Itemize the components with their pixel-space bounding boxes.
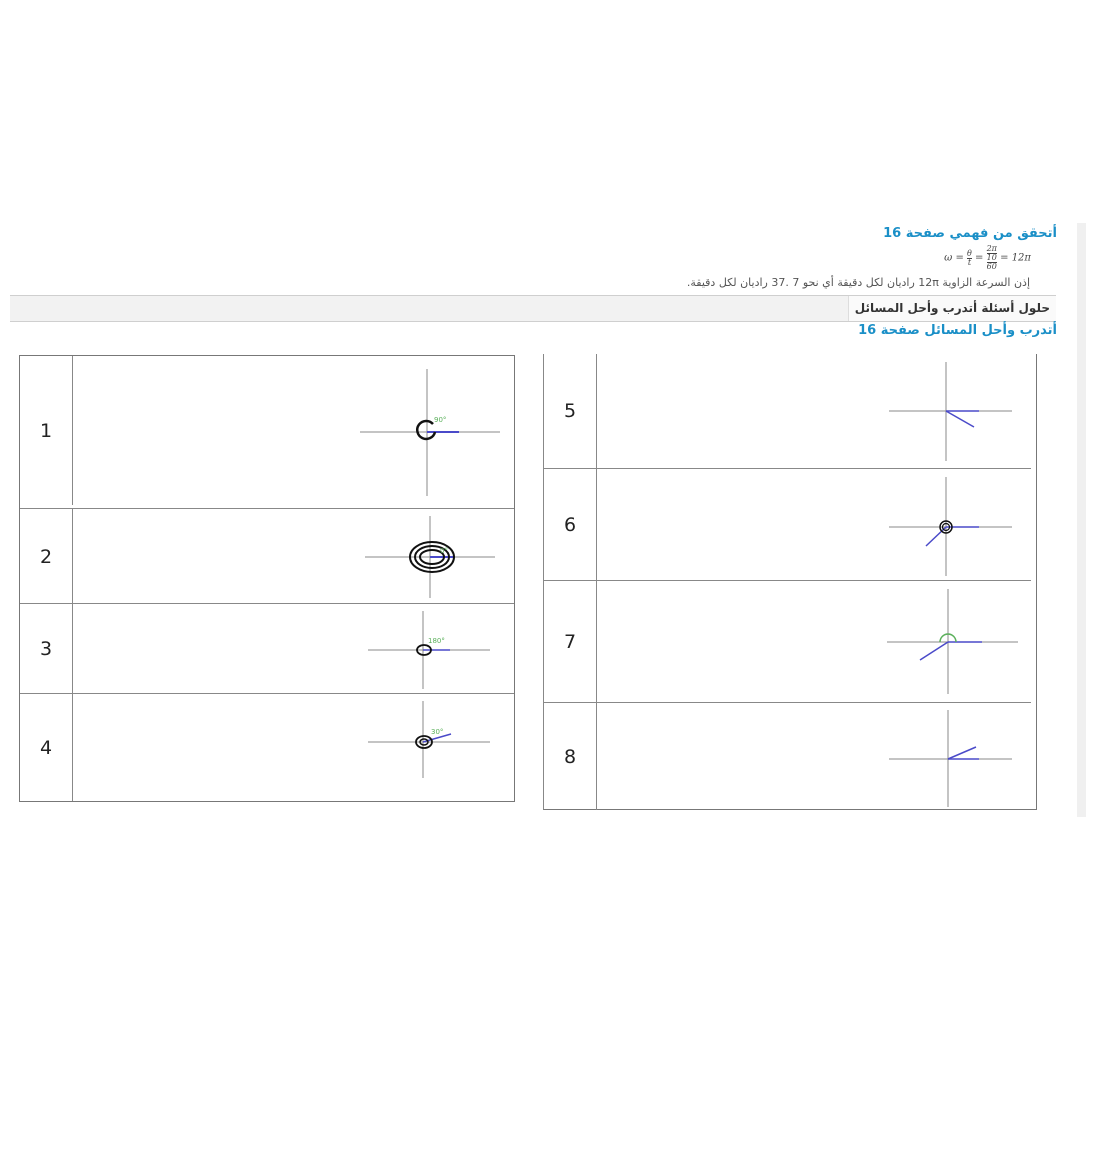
formula-lhs: ω = <box>944 252 968 264</box>
table-row <box>20 693 514 801</box>
angle-diagram-8 <box>884 707 1019 807</box>
row-number: 8 <box>544 703 597 810</box>
angular-speed-sentence: إذن السرعة الزاوية 12π راديان لكل دقيقة أي نحو 7 .37 راديان لكل دقيقة. <box>686 276 1030 289</box>
row-number: 2 <box>20 509 73 604</box>
formula-result: = 12π <box>1000 252 1031 264</box>
fraction-value: 2π 10 60 <box>986 244 997 271</box>
row-number: 3 <box>20 604 73 694</box>
angular-speed-formula: ω = $\frac{\theta}{t}$ = 2π 10 60 = 12π <box>944 244 1031 271</box>
row-number: 5 <box>544 354 597 468</box>
solutions-header-label: حلول أسئلة أتدرب وأحل المسائل <box>848 296 1056 321</box>
angle-label: 180° <box>428 637 445 645</box>
right-solutions-table <box>543 354 1037 810</box>
table-row <box>20 508 514 604</box>
angle-label: 0° <box>440 547 448 555</box>
angle-diagram-180 <box>365 608 495 692</box>
table-row <box>20 356 514 505</box>
row-number: 7 <box>544 581 597 703</box>
table-row <box>544 354 1031 468</box>
angle-label: 30° <box>431 728 444 736</box>
angle-diagram-5 <box>884 359 1019 464</box>
solutions-header-bar <box>10 295 1056 322</box>
table-row <box>544 468 1031 581</box>
table-row <box>544 580 1031 703</box>
heading-check-understanding: أتحقق من فهمي صفحة 16 <box>883 226 1057 241</box>
scrollbar[interactable] <box>1077 223 1086 817</box>
row-number: 4 <box>20 694 73 801</box>
heading-practice: أتدرب وأحل المسائل صفحة 16 <box>858 323 1057 338</box>
table-row <box>544 702 1031 810</box>
angle-diagram-90 <box>355 364 505 499</box>
angle-diagram-30 <box>365 698 495 798</box>
table-row <box>20 603 514 694</box>
angle-diagram-spiral <box>360 513 500 601</box>
angle-label: 90° <box>434 416 447 424</box>
fraction-theta-t: $\frac{\theta}{t}$ <box>967 248 972 267</box>
left-solutions-table <box>19 355 515 802</box>
row-number: 6 <box>544 469 597 581</box>
row-number: 1 <box>20 356 73 505</box>
angle-diagram-7 <box>884 586 1024 698</box>
angle-diagram-6 <box>884 474 1019 579</box>
